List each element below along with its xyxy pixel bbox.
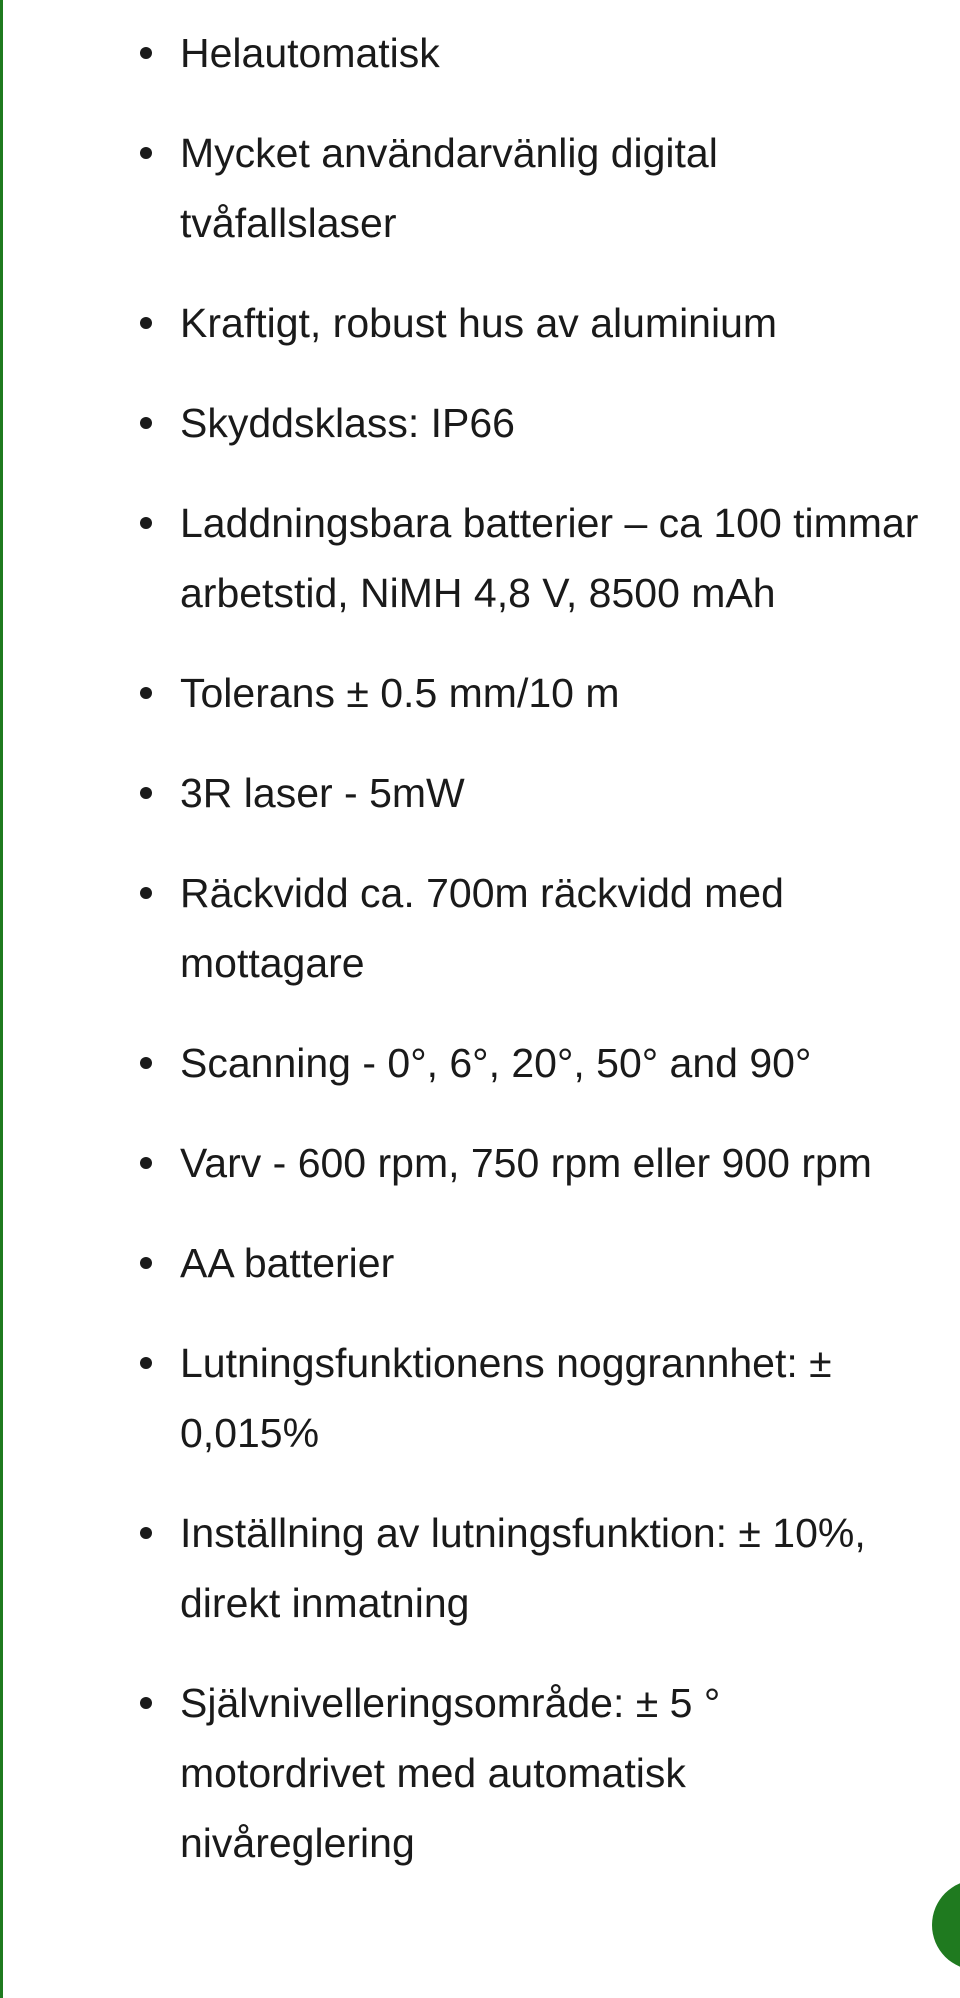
list-item: Skyddsklass: IP66 [180,388,920,458]
spec-list [180,18,920,1908]
list-item: Lutningsfunktionens noggrannhet: ± 0,015% [180,1328,920,1468]
list-item: Räckvidd ca. 700m räckvidd med mottagare [180,858,920,998]
list-item: Tolerans ± 0.5 mm/10 m [180,658,920,728]
list-item: Kraftigt, robust hus av aluminium [180,288,920,358]
list-item: Mycket användarvänlig digital tvåfallslaser [180,118,920,258]
list-item: Självnivelleringsområde: ± 5 ° motordrivet med automatisk nivåreglering [180,1668,920,1878]
left-border-rule [0,0,3,1998]
list-item: Varv - 600 rpm, 750 rpm eller 900 rpm [180,1128,920,1198]
list-item: Helautomatisk [180,18,920,88]
list-item: 3R laser - 5mW [180,758,920,828]
floating-action-button[interactable] [932,1880,960,1970]
list-item: Inställning av lutningsfunktion: ± 10%, direkt inmatning [180,1498,920,1638]
list-item: AA batterier [180,1228,920,1298]
list-item: Laddningsbara batterier – ca 100 timmar arbetstid, NiMH 4,8 V, 8500 mAh [180,488,920,628]
list-item: Scanning - 0°, 6°, 20°, 50° and 90° [180,1028,920,1098]
